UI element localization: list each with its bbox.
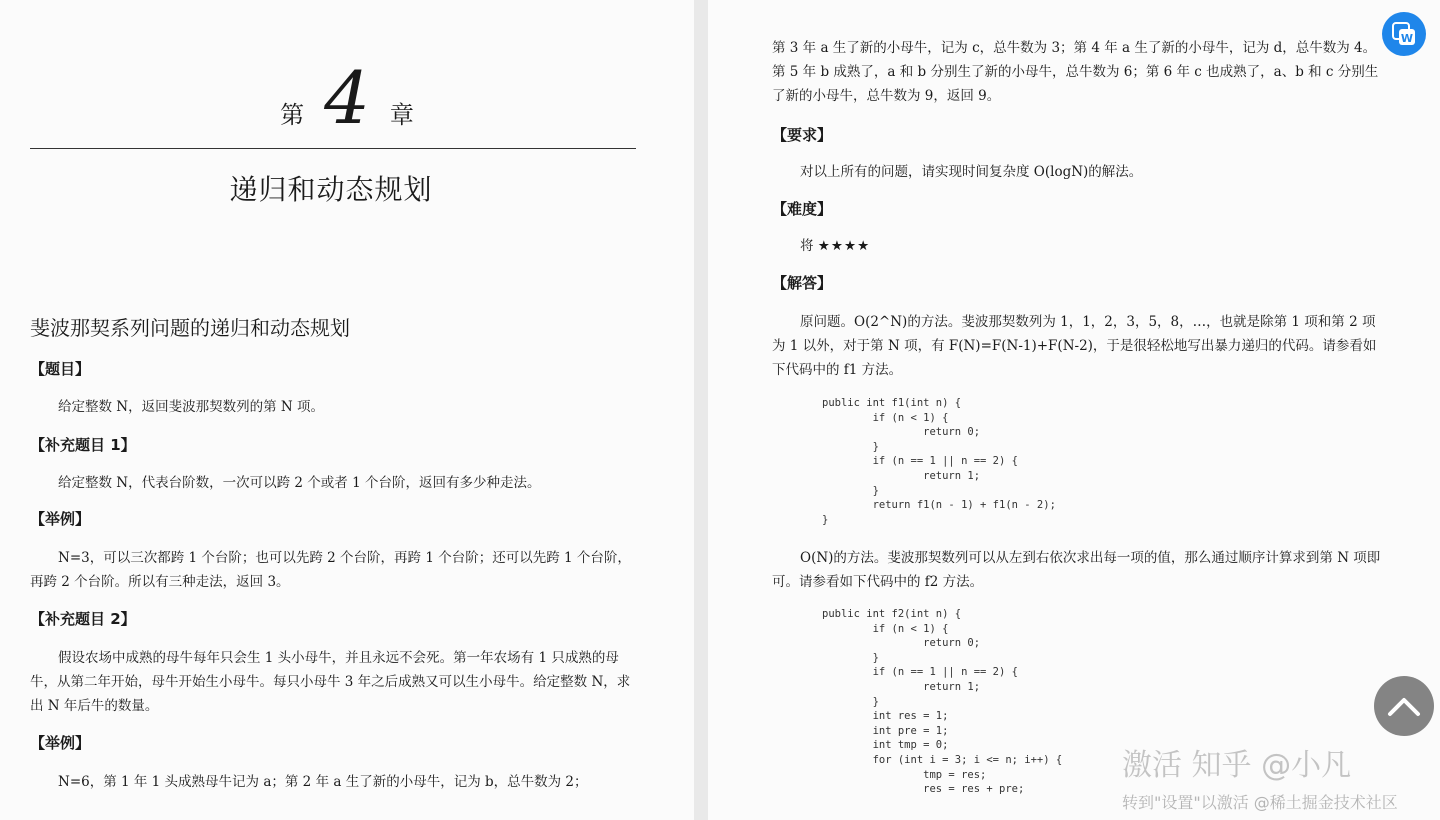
paragraph-answer-1: 原问题。O(2^N)的方法。斐波那契数列为 1，1，2，3，5，8，…，也就是除第 1 项和第 2 项为 1 以外，对于第 N 项，有 F(N)=F(N-1)+F(N-2)，于是很轻松地写出暴力递归的代码。请参看如下代码中的 f1 方法。 <box>772 314 1377 378</box>
paragraph-requirement: 对以上所有的问题，请实现时间复杂度 O(logN)的解法。 <box>800 164 1143 180</box>
word-icon-letter: W <box>1400 32 1414 45</box>
chapter-suffix: 章 <box>389 101 414 129</box>
word-app-button[interactable] <box>1382 12 1426 56</box>
chapter-title: 递归和动态规划 <box>229 173 433 206</box>
paragraph-supplement-1: 给定整数 N，代表台阶数，一次可以跨 2 个或者 1 个台阶，返回有多少种走法。 <box>58 475 541 491</box>
watermark-line-2: 转到"设置"以激活 @稀土掘金技术社区 <box>1122 793 1398 812</box>
scroll-to-top-button[interactable] <box>1374 676 1434 736</box>
word-doc-icon <box>1391 21 1417 47</box>
code-block-f2: public int f2(int n) { if (n < 1) { return 0; } if (n == 1 || n == 2) { return 1; } int res = 1; int pre = 1; int tmp = 0; for (int i = 3; i <= n; i++) { tmp = res; res = res + pre; <box>822 608 1063 796</box>
chapter-number: 4 <box>324 56 370 140</box>
paragraph-problem: 给定整数 N，返回斐波那契数列的第 N 项。 <box>58 399 324 415</box>
paragraph-example-1: N=3，可以三次都跨 1 个台阶；也可以先跨 2 个台阶，再跨 1 个台阶；还可以先跨 1 个台阶，再跨 2 个台阶。所以有三种走法，返回 3。 <box>30 550 631 590</box>
heading-supplement-2: 【补充题目 2】 <box>30 610 136 628</box>
heading-supplement-1: 【补充题目 1】 <box>30 436 136 454</box>
difficulty-stars: ★★★★ <box>817 238 871 254</box>
heading-example-1: 【举例】 <box>30 510 91 528</box>
heading-example-2: 【举例】 <box>30 734 91 752</box>
chevron-up-icon <box>1387 695 1421 717</box>
difficulty-label: 将 <box>800 238 814 254</box>
paragraph-supplement-2: 假设农场中成熟的母牛每年只会生 1 头小母牛，并且永远不会死。第一年农场有 1 只成熟的母牛，从第二年开始，母牛开始生小母牛。每只小母牛 3 年之后成熟又可以生小母牛。给定整数 N，求出 N 年后牛的数量。 <box>30 650 631 714</box>
heading-answer: 【解答】 <box>772 274 833 292</box>
heading-requirement: 【要求】 <box>772 126 833 144</box>
chapter-heading <box>0 56 694 140</box>
left-page <box>0 0 694 820</box>
heading-difficulty: 【难度】 <box>772 200 833 218</box>
paragraph-answer-2: O(N)的方法。斐波那契数列可以从左到右依次求出每一项的值，那么通过顺序计算求到第 N 项即可。请参看如下代码中的 f2 方法。 <box>772 550 1381 590</box>
watermark-line-1: 激活 知乎 @小凡 <box>1122 748 1352 783</box>
paragraph-example-2: N=6，第 1 年 1 头成熟母牛记为 a；第 2 年 a 生了新的小母牛，记为 b，总牛数为 2； <box>58 774 588 790</box>
paragraph-continuation: 第 3 年 a 生了新的小母牛，记为 c，总牛数为 3；第 4 年 a 生了新的小母牛，记为 d，总牛数为 4。第 5 年 b 成熟了，a 和 b 分别生了新的小母牛，总牛数为 6；第 6 年 c 也成熟了，a、b 和 c 分别生了新的小母牛，总牛数为 9，返回 9。 <box>772 40 1379 104</box>
section-title: 斐波那契系列问题的递归和动态规划 <box>30 316 350 340</box>
code-block-f1: public int f1(int n) { if (n < 1) { return 0; } if (n == 1 || n == 2) { return 1; } return f1(n - 1) + f1(n - 2); } <box>822 397 1056 526</box>
right-page <box>708 0 1440 820</box>
chapter-prefix: 第 <box>280 101 305 129</box>
heading-problem: 【题目】 <box>30 360 91 378</box>
chapter-divider <box>30 148 636 149</box>
difficulty-rating <box>772 234 1382 258</box>
